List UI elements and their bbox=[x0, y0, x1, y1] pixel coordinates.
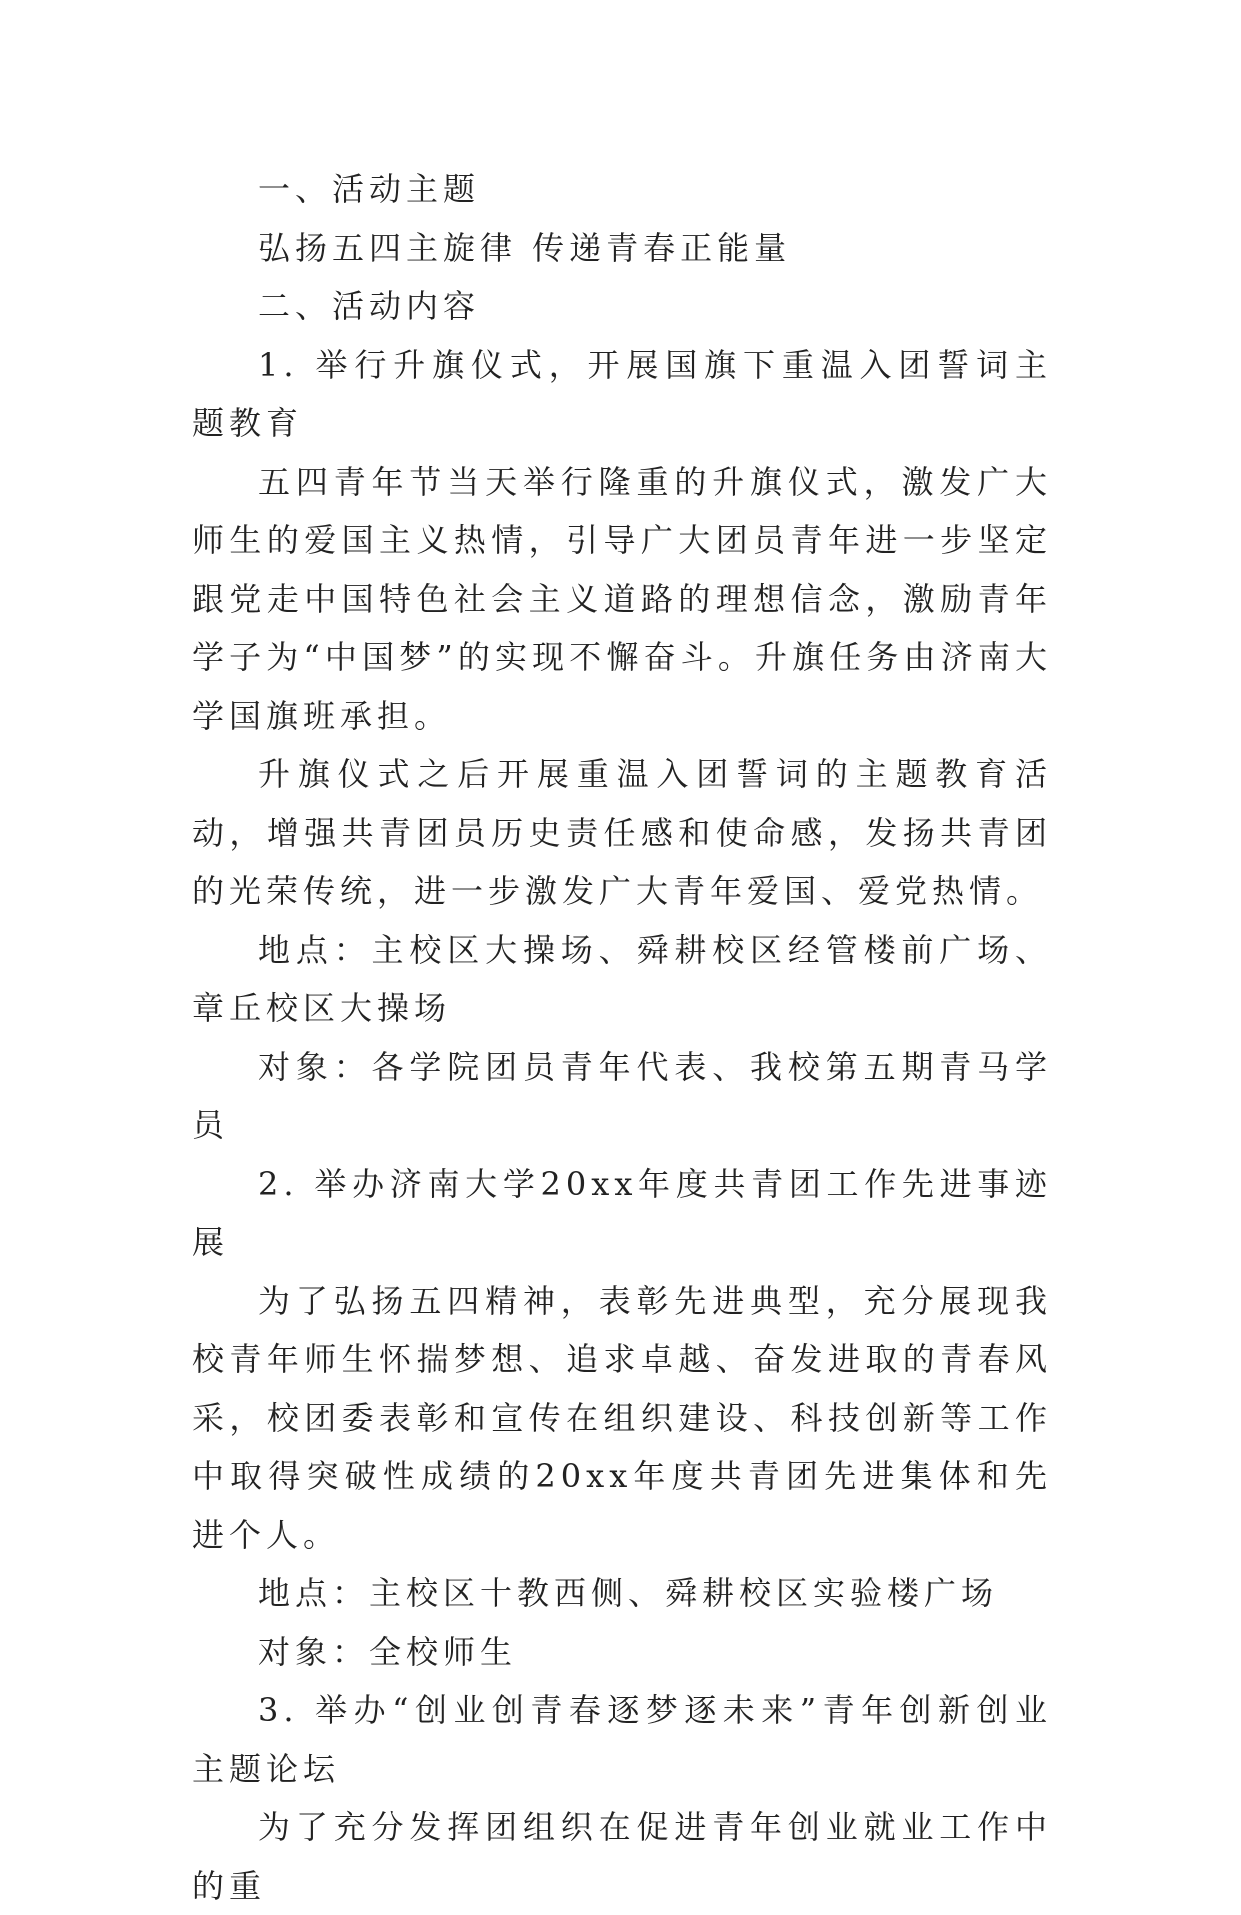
item-1-audience: 对象：各学院团员青年代表、我校第五期青马学员 bbox=[192, 1047, 1052, 1144]
item-3-heading: 3. 举办“创业创青春逐梦逐未来”青年创新创业主题论坛 bbox=[192, 1691, 1052, 1788]
item-1-location: 地点：主校区大操场、舜耕校区经管楼前广场、章丘校区大操场 bbox=[192, 930, 1052, 1027]
item-2-audience: 对象：全校师生 bbox=[258, 1632, 518, 1671]
item-3-paragraph: 为了充分发挥团组织在促进青年创业就业工作中的重 bbox=[192, 1808, 1052, 1905]
item-2-location: 地点：主校区十教西侧、舜耕校区实验楼广场 bbox=[258, 1574, 999, 1612]
theme-slogan: 弘扬五四主旋律 传递青春正能量 bbox=[258, 228, 792, 267]
item-1-paragraph-1: 五四青年节当天举行隆重的升旗仪式，激发广大师生的爱国主义热情，引导广大团员青年进一步坚定跟党走中国特色社会主义道路的理想信念，激励青年学子为“中国梦”的实现不懈奋斗。升旗任务由济南大学国旗班承担。 bbox=[192, 462, 1052, 735]
section-heading-theme: 一、活动主题 bbox=[258, 170, 481, 208]
item-1-heading: 1. 举行升旗仪式，开展国旗下重温入团誓词主题教育 bbox=[192, 345, 1052, 442]
item-2-heading: 2. 举办济南大学20xx年度共青团工作先进事迹展 bbox=[192, 1164, 1052, 1261]
item-1-paragraph-2: 升旗仪式之后开展重温入团誓词的主题教育活动，增强共青团员历史责任感和使命感，发扬共青团的光荣传统，进一步激发广大青年爱国、爱党热情。 bbox=[192, 755, 1052, 910]
item-2-paragraph: 为了弘扬五四精神，表彰先进典型，充分展现我校青年师生怀揣梦想、追求卓越、奋发进取的青春风采，校团委表彰和宣传在组织建设、科技创新等工作中取得突破性成绩的20xx年度共青团先进集体和先进个人。 bbox=[192, 1281, 1052, 1554]
document-body bbox=[192, 160, 1052, 1915]
section-heading-content: 二、活动内容 bbox=[258, 287, 481, 325]
